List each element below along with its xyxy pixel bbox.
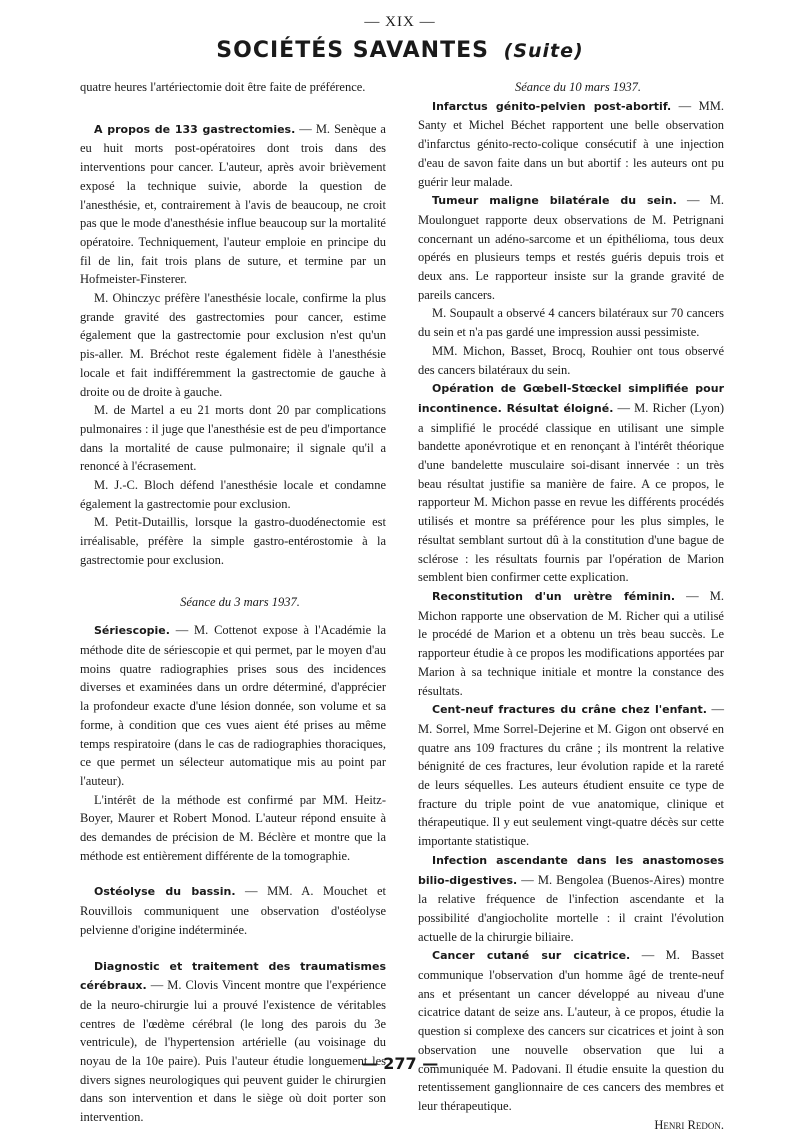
article-heading: Infarctus génito-pelvien post-abortif.: [432, 99, 672, 113]
article-heading: Cancer cutané sur cicatrice.: [432, 949, 631, 963]
article-infection: [418, 851, 724, 947]
seance-date: Séance du 3 mars 1937.: [180, 594, 300, 609]
article-uretre: [418, 587, 724, 700]
article-body: — M. Senèque a eu huit morts post-opératoires dont trois dans des interventions pour cancer. L'auteur, après avoir brièvement exposé la technique suivie, aborde la question de l'anesthésie, et, contrairement à l'avis de beaucoup, ne croit pas que le mode d'anesthésie influe beaucoup sur la mortalité opératoire. Techniquement, l'auteur emploie en principe du fil de lin, fait trois plans de suture, et termine par un Hofmeister-Finsterer.: [80, 121, 386, 287]
right-column: [418, 78, 724, 1134]
paragraph: M. Soupault a observé 4 cancers bilatéraux sur 70 cancers du sein et n'a pas gardé une impression aussi pessimiste.: [418, 306, 724, 340]
article-goebell: [418, 379, 724, 587]
paragraph: M. J.-C. Bloch défend l'anesthésie locale et condamne également la gastrectomie pour exclusion.: [80, 478, 386, 511]
paragraph: M. de Martel a eu 21 morts dont 20 par complications pulmonaires : il juge que l'anesthésie est de peu d'importance dans la mortalité de cause pulmonaire; il signale qu'il a renoncé à l'écrasement.: [80, 403, 386, 474]
article-infarctus: [418, 97, 724, 192]
article-body: — M. Richer (Lyon) a simplifié le procédé classique en utilisant une simple bandette aponévrotique et en renonçant à l'intérêt théorique d'une bandelette musculaire soi-disant innervée : un très beau résultat justifie sa manière de faire. A ce propos, le rapporteur M. Michon passe en revue les différents procédés utilisés et montre sa préférence pour les plus simples, le résultat semblant surtout dû à la constitution d'une bague de sclérose : les résultats fournis par l'opération de Marion semblent bien confirmer cette explication.: [418, 400, 724, 585]
article-osteolyse: [80, 882, 386, 939]
article-heading: Diagnostic et traitement des traumatismes cérébraux.: [80, 959, 386, 993]
article-heading: Cent-neuf fractures du crâne chez l'enfant.: [432, 703, 707, 717]
article-body: — M. Michon rapporte une observation de M. Richer qui a utilisé le procédé de Marion et a obtenu un très beau succès. Le rapporteur étudie à ce propos les modifications apportées par Marion à sa technique initiale et montre la constance des résultats.: [418, 588, 724, 698]
article-heading: Opération de Gœbell-Stœckel simplifiée pour incontinence. Résultat éloigné.: [418, 382, 724, 415]
paragraph: MM. Michon, Basset, Brocq, Rouhier ont tous observé des cancers bilatéraux du sein.: [418, 343, 724, 377]
article-body: — M. Sorrel, Mme Sorrel-Dejerine et M. Gigon ont observé en quatre ans 109 fractures du crâne ; ils montrent la relative bénignité de ces fractures, leur évolution rapide et la rareté de leurs séquelles. Les auteurs étudient ensuite ce type de fracture du triple point de vue anatomique, clinique et thérapeutique. Il y eut seulement vingt-quatre décès sur cette importante statistique.: [418, 702, 725, 849]
article-body: — M. Bengolea (Buenos-Aires) montre la relative fréquence de l'infection ascendante et la possibilité d'angiocholite mortelle : il craint l'évolution actuelle de la chirurgie biliaire.: [418, 872, 724, 944]
page-number: — 277 —: [361, 1054, 439, 1073]
article-traumatismes: [80, 957, 386, 1127]
section-page-numeral: — XIX —: [364, 14, 436, 30]
left-column: [80, 78, 386, 1127]
article-body: — MM. Santy et Michel Béchet rapportent une belle observation d'infarctus génito-recto-colique consécutif à une injection d'eau de savon faite dans un but abortif : les auteurs ont pu guérir leur malade.: [418, 98, 724, 189]
article-heading: Tumeur maligne bilatérale du sein.: [432, 194, 677, 208]
article-heading: A propos de 133 gastrectomies.: [94, 122, 296, 136]
continued-paragraph: quatre heures l'artériectomie doit être faite de préférence.: [80, 80, 366, 94]
page-title: [0, 38, 800, 63]
article-gastrectomies: [80, 120, 386, 289]
article-body: — MM. A. Mouchet et Rouvillois communiquent une observation d'ostéolyse pelvienne d'origine indéterminée.: [80, 884, 386, 937]
article-body: — M. Basset communique l'observation d'un homme âgé de trente-neuf ans et présentant un cancer développé au niveau d'une cicatrice datant de seize ans. L'auteur, à ce propos, étudie la question si complexe des cancers sur cicatrices et joint à son observation une nouvelle observation que lui a communiquée M. Padovani. Il étudie ensuite la question du retentissement ganglionnaire de ces cancers des membres et leur thérapeutique.: [418, 948, 725, 1113]
title-suite: (Suite): [503, 40, 584, 62]
title-text: SOCIÉTÉS SAVANTES: [216, 38, 489, 63]
article-seriescopie: [80, 621, 386, 790]
article-cancer: [418, 946, 724, 1115]
article-body: — M. Clovis Vincent montre que l'expérience de la neuro-chirurgie lui a prouvé l'existence de véritables centres de l'œdème cérébral (le long des parois du 3e ventricule), de l'hypertension artérielle (au voisinage du noyau de la 10e paire). Puis l'auteur étudie longuement les divers signes neurologiques qui peuvent guider le chirurgien dans son intervention et dans le siège où doit porter son intervention.: [80, 978, 386, 1125]
author-signature: Henri Redon.: [654, 1117, 724, 1132]
paragraph: M. Ohinczyc préfère l'anesthésie locale, confirme la plus grande gravité des gastrectomies pour cancer, estime également que la gastrectomie pour exclusion n'est qu'un pis-aller. M. Bréchot reste également fidèle à l'anesthésie locale et fait indifféremment la gastrectomie de gauche à droite ou de droite à gauche.: [80, 291, 386, 399]
paragraph: M. Petit-Dutaillis, lorsque la gastro-duodénectomie est irréalisable, préfère la simple gastro-entérostomie à la gastrectomie pour exclusion.: [80, 515, 386, 567]
article-tumeur: [418, 191, 724, 304]
article-body: — M. Moulonguet rapporte deux observations de M. Petrignani concernant un adéno-sarcome et un épithélioma, tous deux opérés en plusieurs temps et restés guéris depuis trois et deux ans. Le rapporteur insiste sur la grande gravité de pareils cancers.: [418, 193, 724, 302]
article-fractures: [418, 700, 724, 851]
article-heading: Reconstitution d'un urètre féminin.: [432, 589, 676, 603]
article-heading: Ostéolyse du bassin.: [94, 885, 236, 899]
article-heading: Infection ascendante dans les anastomoses bilio-digestives.: [418, 853, 724, 887]
article-heading: Sériescopie.: [94, 624, 170, 638]
article-body: — M. Cottenot expose à l'Académie la méthode dite de sériescopie et qui permet, par le moyen d'au moins quatre radiographies prises sous des incidences diverses et examinées dans un ordre déterminé, d'apprécier la profondeur exacte d'une lésion donnée, son volume et sa forme, à condition que ces vues aient été prises au même temps respiratoire (dans le cas de radiographies thoraciques, ce que permet un sélecteur automatique mis au point par l'auteur).: [80, 623, 386, 788]
paragraph: L'intérêt de la méthode est confirmé par MM. Heitz-Boyer, Maurer et Robert Monod. L'auteur répond ensuite à des demandes de précision de M. Béclère et montre que la méthode est entièrement différente de la tomographie.: [80, 792, 386, 863]
seance-date: Séance du 10 mars 1937.: [514, 80, 642, 94]
